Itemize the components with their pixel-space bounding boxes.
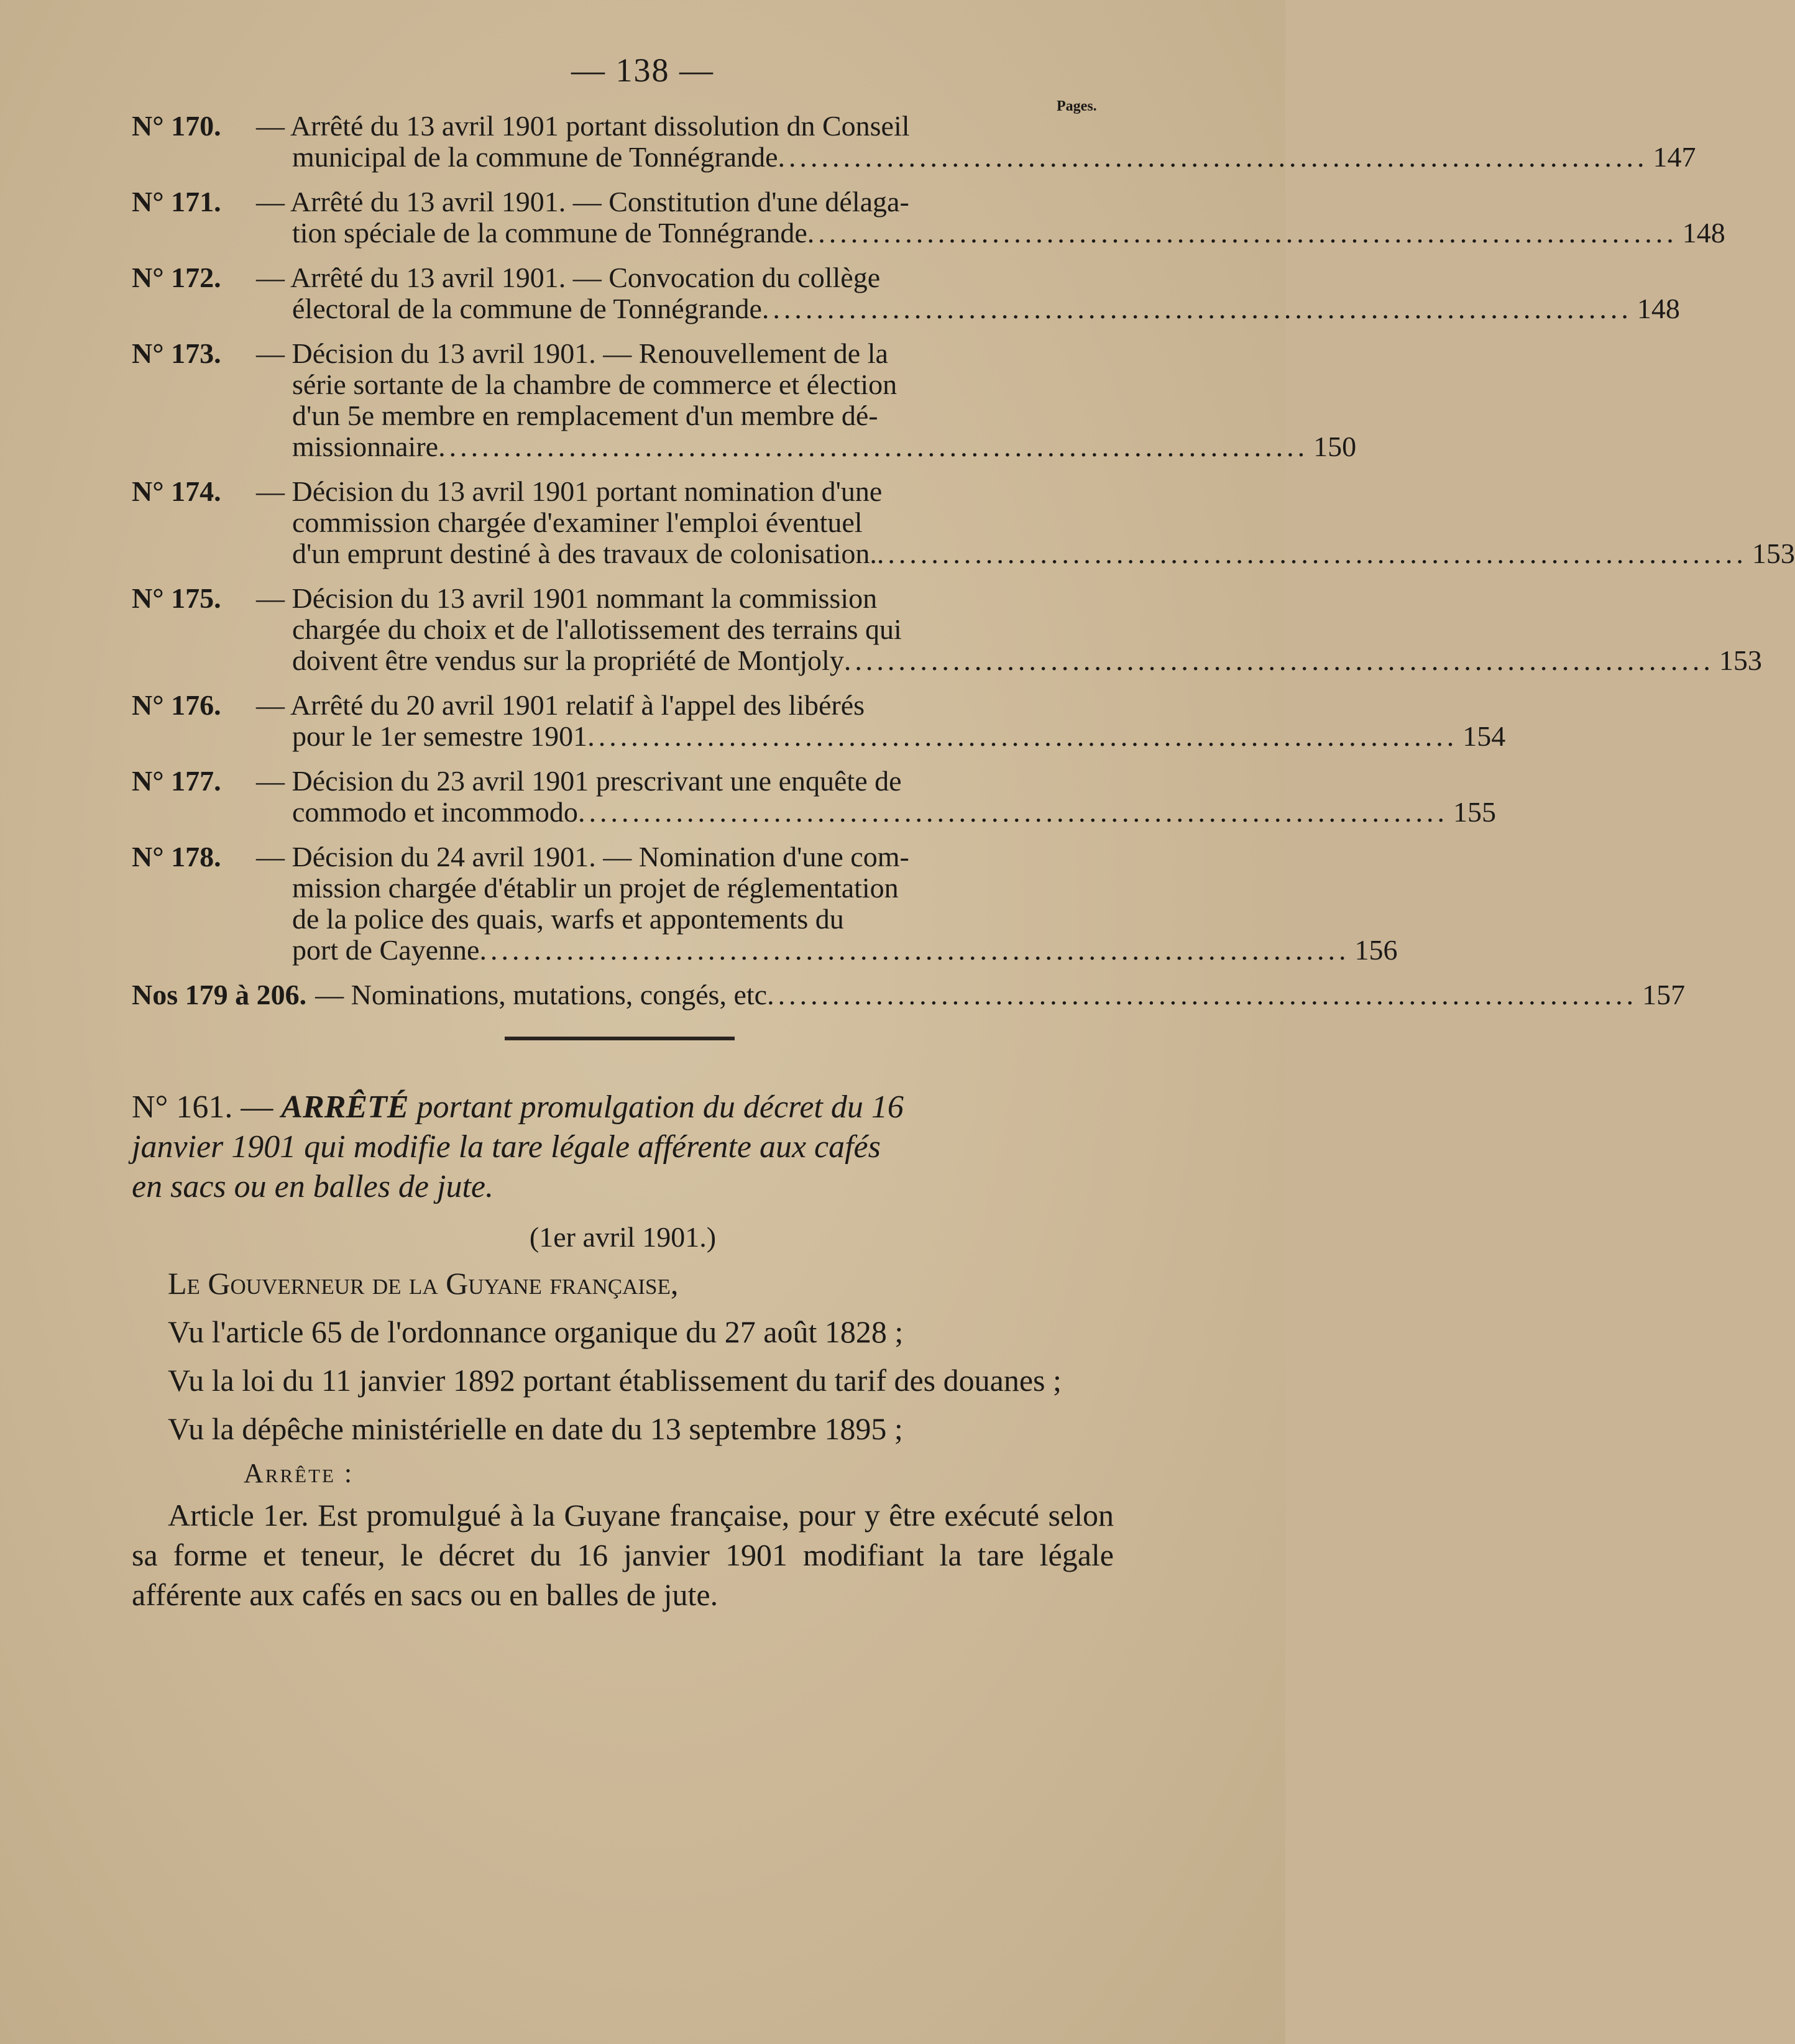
toc-entry-body [256, 262, 1680, 324]
toc-entry-line: mission chargée d'établir un projet de réglementation [292, 872, 899, 904]
decree-date: (1er avril 1901.) [529, 1221, 717, 1253]
toc-entry-line: — Décision du 13 avril 1901 portant nomination d'une [256, 475, 883, 507]
toc-page-number: 153 [1751, 538, 1795, 569]
toc-entry-text: d'un emprunt destiné à des travaux de colonisation. [292, 538, 877, 569]
toc-entry-line: — Arrêté du 13 avril 1901. — Convocation du collège [256, 262, 881, 293]
dot-leader: ................................................................................ [807, 217, 1678, 249]
vu-3: Vu la dépêche ministérielle en date du 13 septembre 1895 ; [168, 1411, 903, 1446]
article-1: Article 1er. Est promulgué à la Guyane française, pour y être exécuté selon sa forme et teneur, le décret du 16 janvier 1901 modifiant la tare légale afférente aux cafés en sacs ou en balles de jute. [132, 1498, 1114, 1612]
toc-entry-line: commission chargée d'examiner l'emploi éventuel [292, 506, 863, 538]
toc-entry [132, 110, 1696, 173]
toc-page-number: 156 [1354, 934, 1398, 966]
toc-entry-last-line [256, 935, 1397, 966]
toc-entry-line: — Décision du 13 avril 1901. — Renouvellement de la [256, 337, 888, 369]
toc-entry-line: — Arrêté du 20 avril 1901 relatif à l'appel des libérés [256, 689, 865, 721]
dot-leader: ................................................................................ [767, 979, 1638, 1011]
decree-section [132, 1088, 1114, 1623]
toc-entry-line: de la police des quais, warfs et appontements du [292, 903, 844, 935]
toc-entry-line: — Arrêté du 13 avril 1901. — Constitution d'une délaga- [256, 186, 909, 218]
toc-page-number: 154 [1462, 720, 1506, 752]
toc-entry-number: N° 178. [132, 841, 221, 873]
toc-page-number: 148 [1682, 217, 1725, 249]
toc-entry-line: chargée du choix et de l'allotissement des terrains qui [292, 613, 902, 645]
toc-entry-body [256, 690, 1505, 752]
toc-entry-last-line [256, 431, 1356, 462]
decree-title-part-3: en sacs ou en balles de jute. [132, 1169, 494, 1204]
toc-entry [132, 689, 1506, 752]
toc-entry-line: — Décision du 23 avril 1901 prescrivant une enquête de [256, 765, 902, 797]
toc-entry-body [256, 338, 1356, 462]
toc-entry-last-line [256, 797, 1496, 828]
decree-title [132, 1088, 1114, 1127]
dot-leader: ................................................................................ [438, 431, 1309, 462]
toc-entry-last-line [256, 645, 1762, 676]
toc-entry-body [256, 476, 1795, 569]
toc-entry-last-line [256, 218, 1725, 249]
toc-entry-number: N° 171. [132, 186, 221, 218]
dot-leader: ................................................................................ [876, 538, 1747, 569]
decree-title-line-3 [132, 1167, 1114, 1207]
toc-entry-body [256, 111, 1696, 173]
toc-entry-line: — Décision du 13 avril 1901 nommant la commission [256, 582, 878, 614]
toc-entry-last-line [256, 721, 1505, 752]
toc-entry [132, 262, 1680, 324]
toc-page-number: 150 [1313, 431, 1357, 462]
toc-entry-number: N° 170. [132, 110, 221, 142]
toc-page-number: 148 [1637, 293, 1680, 324]
toc-entry-text: missionnaire [292, 431, 439, 462]
toc-entry-line: — Arrêté du 13 avril 1901 portant dissolution dn Conseil [256, 110, 910, 142]
toc-entry-line: d'un 5e membre en remplacement d'un membre dé- [292, 400, 878, 431]
decree-title-line-2 [132, 1127, 1114, 1167]
section-divider [505, 1037, 735, 1040]
toc-entry-number: Nos 179 à 206. [132, 979, 307, 1011]
toc-entry-number: N° 174. [132, 475, 221, 507]
toc-entry-text: pour le 1er semestre 1901 [292, 720, 588, 752]
toc-entry-text: port de Cayenne [292, 934, 480, 966]
table-of-contents [132, 110, 1795, 1024]
toc-entry-last-line [256, 293, 1680, 324]
toc-entry-body [256, 186, 1725, 249]
toc-entry-line: — Décision du 24 avril 1901. — Nomination d'une com- [256, 841, 909, 873]
dot-leader: ................................................................................ [778, 141, 1648, 173]
toc-entry-text: commodo et incommodo [292, 796, 578, 828]
dot-leader: ................................................................................ [843, 644, 1714, 676]
toc-entry-text: doivent être vendus sur la propriété de Montjoly [292, 644, 844, 676]
toc-page-number: 147 [1653, 141, 1696, 173]
toc-entry-last-line [256, 142, 1696, 173]
toc-entry-last-line [256, 538, 1795, 569]
toc-entry-text: tion spéciale de la commune de Tonnégrande [292, 217, 807, 249]
toc-page-number: 155 [1453, 796, 1496, 828]
toc-entry-number: N° 175. [132, 582, 221, 614]
governor-line [132, 1263, 1114, 1303]
toc-entry-body [256, 583, 1762, 676]
toc-entry-number: N° 173. [132, 337, 221, 369]
vu-1: Vu l'article 65 de l'ordonnance organique du 27 août 1828 ; [168, 1314, 904, 1349]
toc-entry [132, 765, 1496, 828]
decree-heading: ARRÊTÉ [281, 1089, 409, 1125]
toc-entry-number: N° 177. [132, 765, 221, 797]
toc-entry [132, 186, 1725, 249]
toc-entry-line: série sortante de la chambre de commerce et élection [292, 369, 898, 400]
dot-leader: ................................................................................ [587, 720, 1458, 752]
toc-entry-text: électoral de la commune de Tonnégrande [292, 293, 762, 324]
page-number: — 138 — [571, 52, 714, 89]
toc-entry-number: N° 176. [132, 689, 221, 721]
decree-title-part-1: portant promulgation du décret du 16 [408, 1089, 904, 1125]
toc-entry [132, 979, 1686, 1011]
arrete-heading: Arrête : [244, 1458, 354, 1488]
vu-2: Vu la loi du 11 janvier 1892 portant établissement du tarif des douanes ; [168, 1363, 1062, 1398]
dot-leader: ................................................................................ [577, 796, 1448, 828]
toc-entry-text: municipal de la commune de Tonnégrande [292, 141, 778, 173]
dot-leader: ................................................................................ [761, 293, 1632, 324]
toc-entry-number: N° 172. [132, 262, 221, 293]
toc-entry [132, 337, 1357, 462]
toc-page-number: 153 [1719, 644, 1762, 676]
decree-title-part-2: janvier 1901 qui modifie la tare légale afférente aux cafés [132, 1129, 881, 1165]
governor-text: Le Gouverneur de la Guyane française, [168, 1266, 679, 1301]
toc-entry-text: — Nominations, mutations, congés, etc [315, 979, 768, 1011]
pages-column-label: Pages. [1057, 98, 1097, 114]
toc-entry [132, 475, 1795, 569]
toc-entry-body [256, 766, 1496, 828]
toc-entry [132, 582, 1762, 676]
toc-entry-body [256, 841, 1397, 966]
toc-entry-body [306, 979, 1685, 1011]
toc-entry-last-line [306, 979, 1685, 1011]
dot-leader: ................................................................................ [479, 934, 1350, 966]
toc-entry [132, 841, 1398, 966]
decree-number: N° 161. — [132, 1089, 282, 1125]
toc-page-number: 157 [1642, 979, 1686, 1011]
